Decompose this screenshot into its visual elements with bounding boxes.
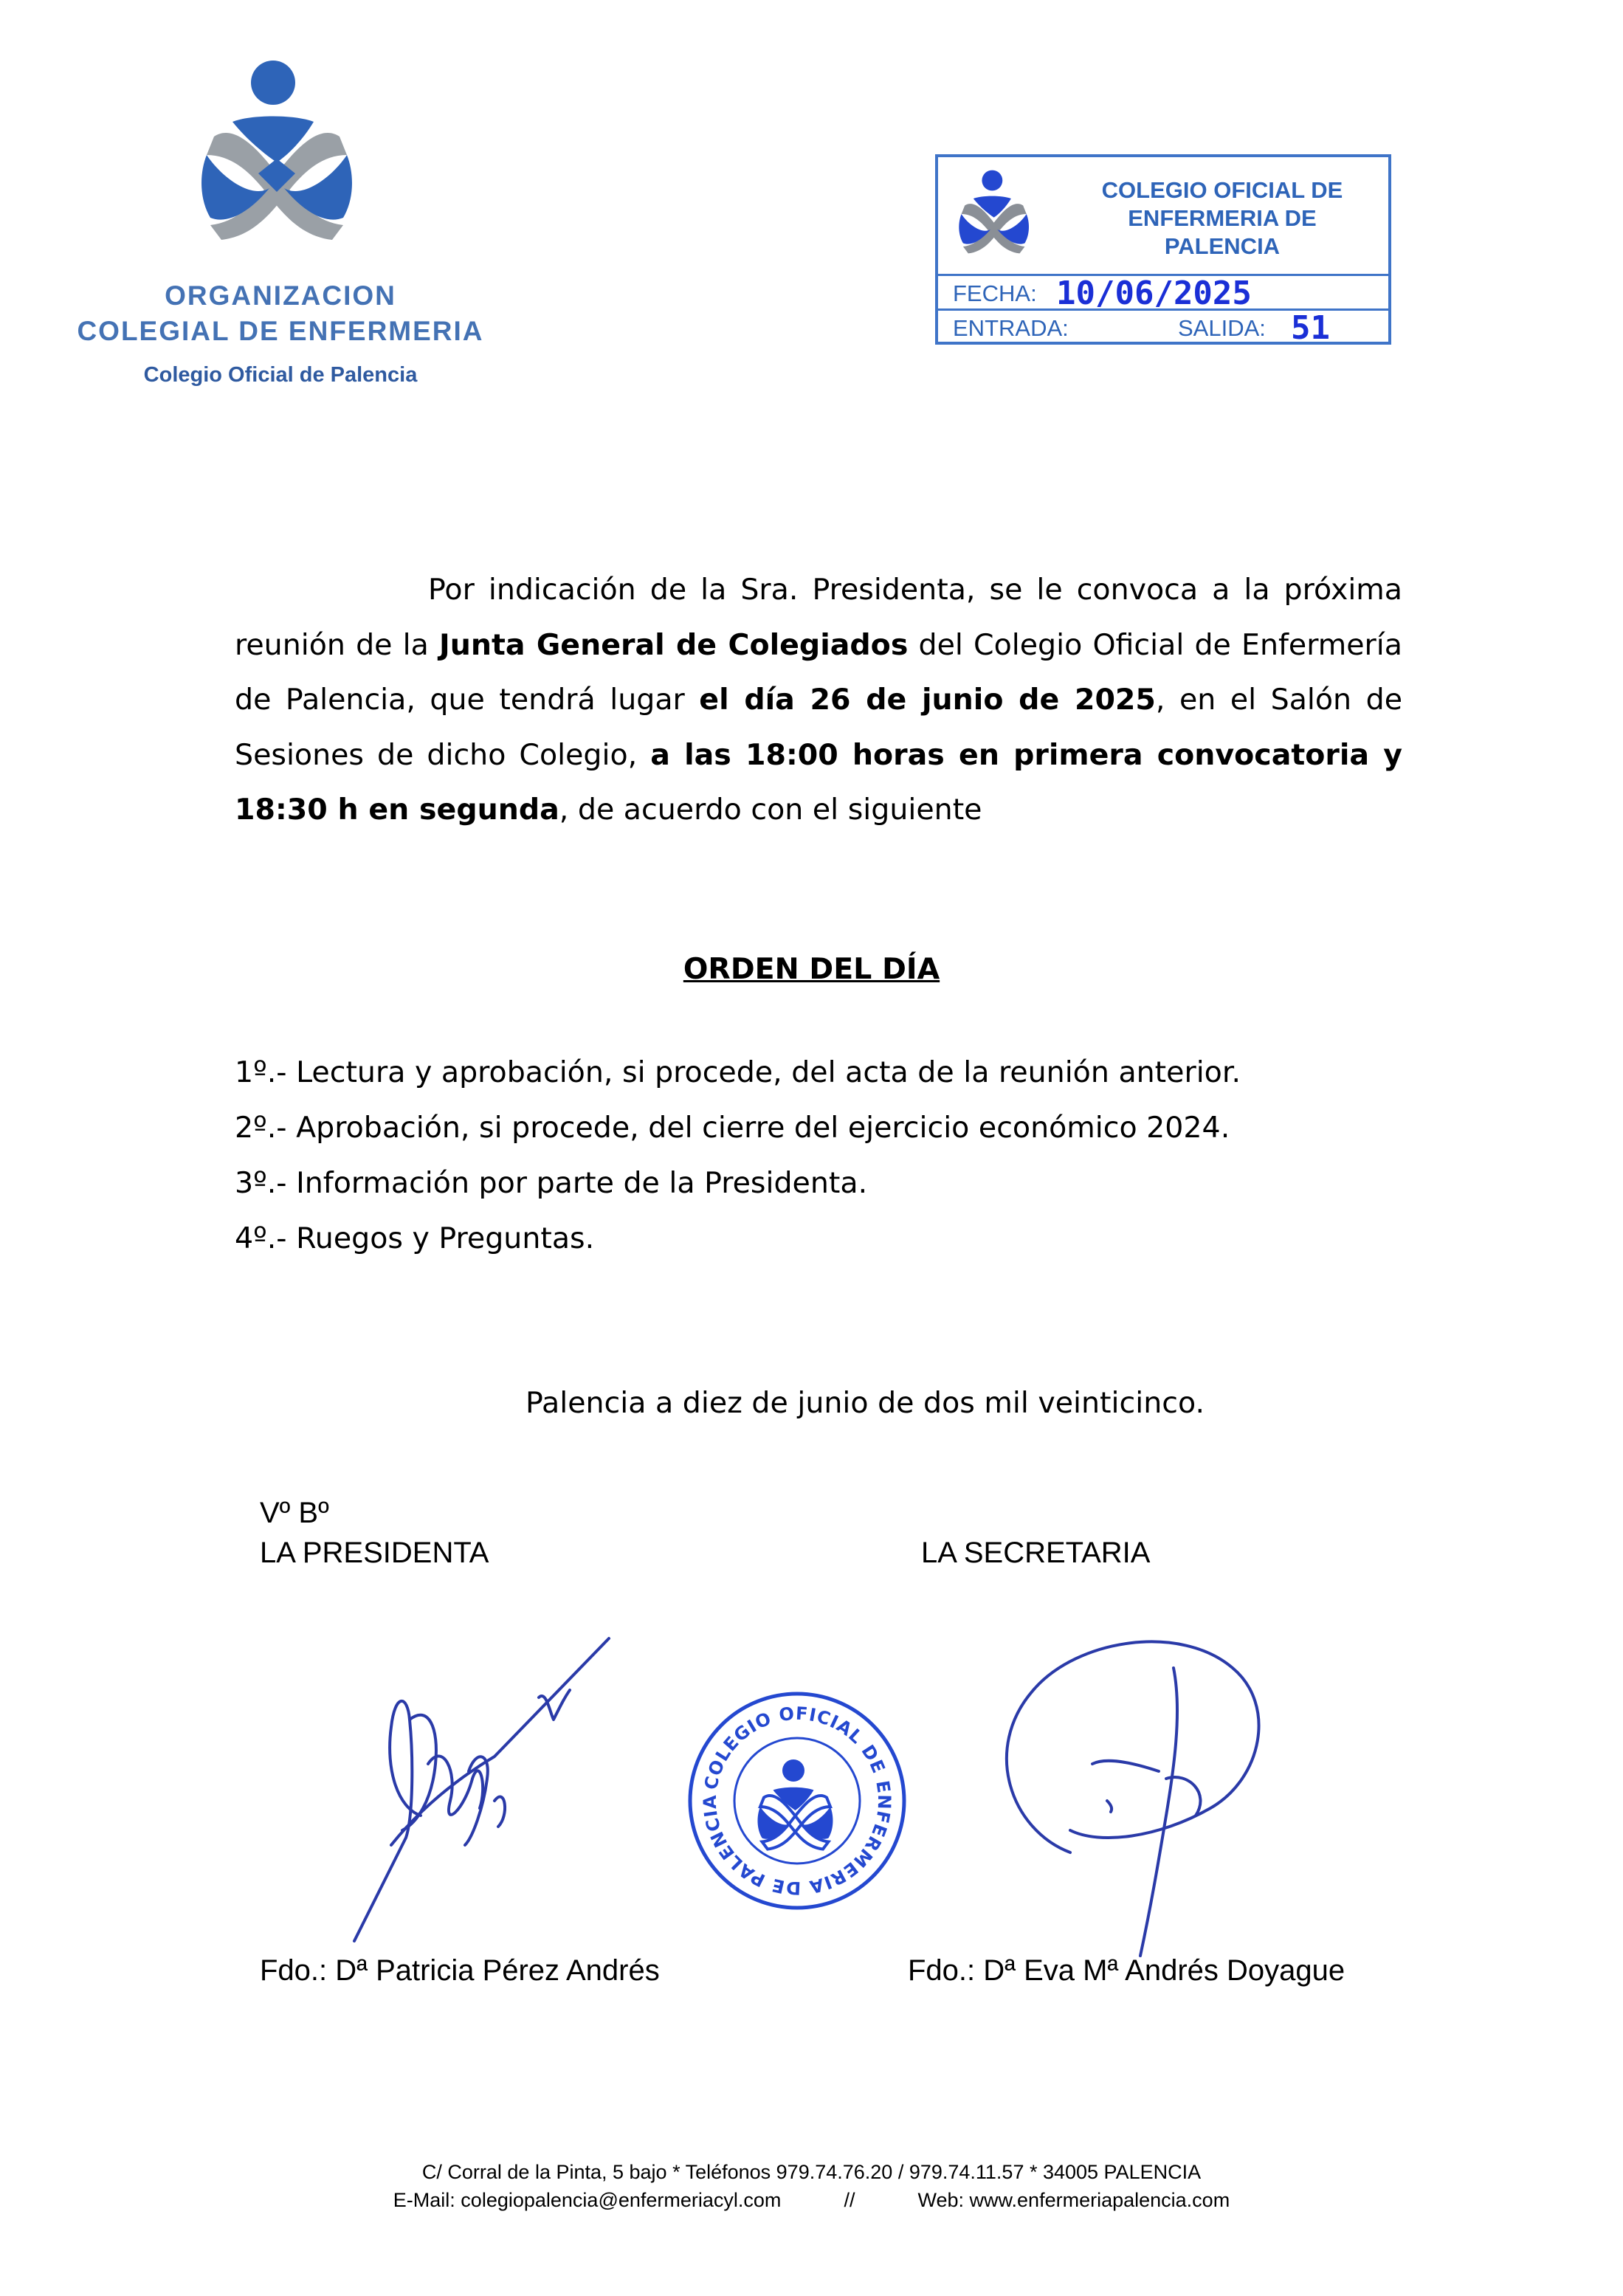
entrada-label: ENTRADA:: [953, 315, 1069, 341]
college-seal: [686, 1690, 908, 1911]
stamp-org-line-3: PALENCIA: [1164, 233, 1281, 259]
body-text-1: Por indicación de la Sra. Presidenta, se le convoca a la próxima reunión de la: [235, 573, 1402, 662]
org-name-line-1: ORGANIZACION: [165, 280, 396, 311]
convocation-paragraph: [235, 562, 1402, 838]
body-text-2: del Colegio Oficial de Enfermería de Palencia, que tendrá lugar: [235, 627, 1402, 717]
org-subtitle: Colegio Oficial de Palencia: [143, 363, 418, 387]
secretaria-name: Fdo.: Dª Eva Mª Andrés Doyague: [908, 1954, 1345, 1987]
salida-label: SALIDA:: [1178, 315, 1266, 341]
stamp-org-name: [1056, 176, 1388, 261]
stamp-logo-icon: [951, 166, 1040, 262]
agenda-item: 1º.- Lectura y aprobación, si procede, del acta de la reunión anterior.: [235, 1055, 1241, 1089]
nursing-cross-logo-icon: [192, 52, 369, 258]
body-text-4: , de acuerdo con el siguiente: [559, 793, 982, 827]
footer-contact: [0, 2189, 1623, 2212]
organization-logo: [37, 0, 524, 413]
agenda-item: 2º.- Aprobación, si procede, del cierre del ejercicio económico 2024.: [235, 1111, 1230, 1145]
stamp-entry-row: [938, 308, 1388, 345]
body-bold-junta: Junta General de Colegiados: [439, 627, 909, 662]
stamp-header: [938, 157, 1388, 274]
fecha-label: FECHA:: [953, 280, 1037, 306]
footer-web: Web: www.enfermeriapalencia.com: [917, 2189, 1230, 2211]
seal-logo-icon: [758, 1759, 833, 1849]
footer-separator: //: [844, 2189, 855, 2211]
footer-email: E-Mail: colegiopalencia@enfermeriacyl.com: [393, 2189, 782, 2211]
secretaria-signature: [989, 1624, 1284, 1978]
footer-address: C/ Corral de la Pinta, 5 bajo * Teléfonos 979.74.76.20 / 979.74.11.57 * 34005 PALENCIA: [421, 2161, 1202, 2183]
presidenta-signature: [340, 1624, 635, 1948]
fecha-value: 10/06/2025: [1056, 275, 1252, 312]
agenda-item: 3º.- Información por parte de la Presidenta.: [235, 1166, 868, 1200]
body-text-3: , en el Salón de Sesiones de dicho Colegio,: [235, 683, 1402, 772]
presidenta-name: Fdo.: Dª Patricia Pérez Andrés: [260, 1954, 660, 1987]
body-bold-date: el día 26 de junio de 2025: [699, 683, 1156, 717]
org-name-line-2: COLEGIAL DE ENFERMERIA: [77, 316, 484, 346]
agenda-title: ORDEN DEL DÍA: [683, 952, 940, 986]
agenda-item: 4º.- Ruegos y Preguntas.: [235, 1221, 595, 1255]
stamp-org-line-2: ENFERMERIA DE: [1128, 205, 1317, 231]
body-bold-time: a las 18:00 horas en primera convocatoria y 18:30 h en segunda: [235, 737, 1402, 827]
secretaria-title: LA SECRETARIA: [921, 1537, 1151, 1569]
presidenta-title: LA PRESIDENTA: [260, 1537, 489, 1569]
stamp-org-line-1: COLEGIO OFICIAL DE: [1101, 177, 1343, 203]
closing-line: Palencia a diez de junio de dos mil veinticinco.: [526, 1386, 1205, 1420]
registry-stamp: [935, 154, 1391, 345]
vobo-label: Vº Bº: [260, 1497, 329, 1529]
salida-value: 51: [1291, 309, 1330, 347]
seal-text: COLEGIO OFICIAL DE ENFERMERIA DE PALENCIA: [699, 1703, 895, 1899]
stamp-date-row: [938, 274, 1388, 310]
